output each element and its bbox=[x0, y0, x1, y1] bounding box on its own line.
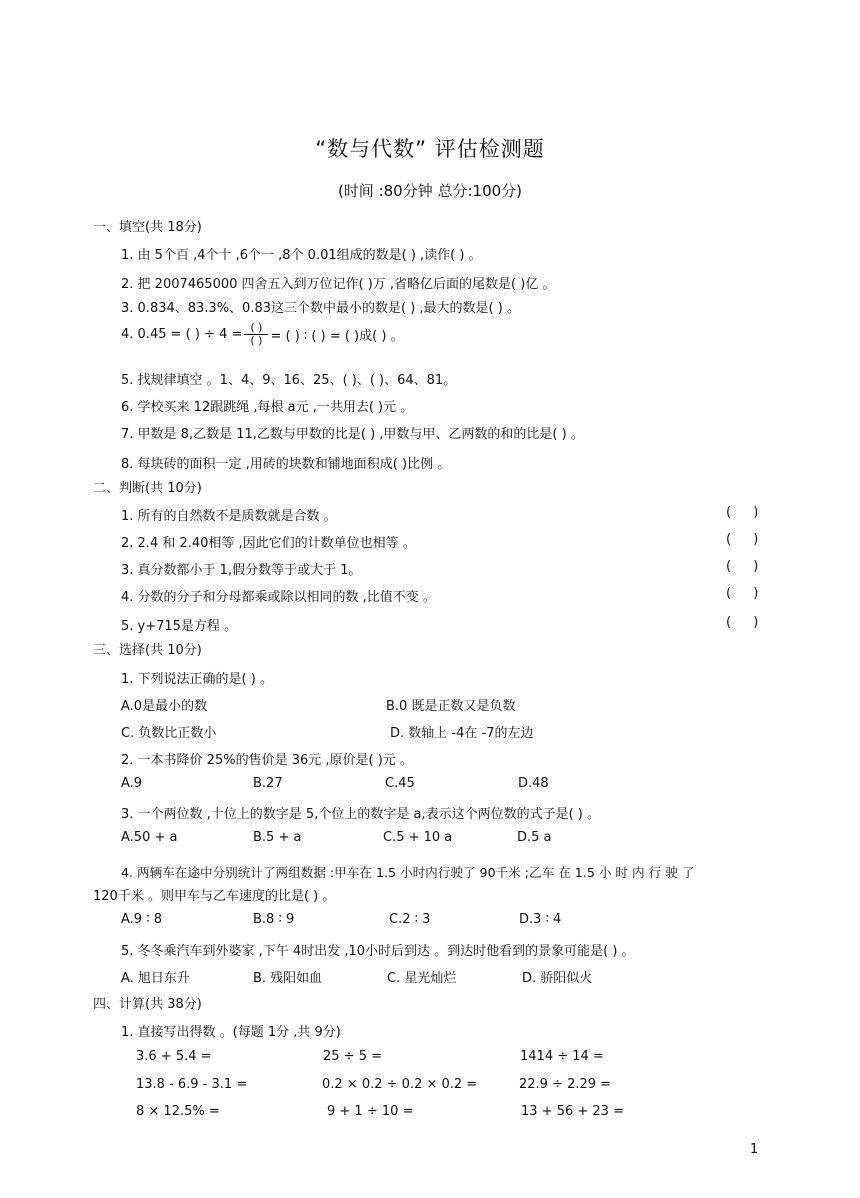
fill-question-2: 2. 把 2007465000 四舍五入到万位记作( )万 ,省略亿后面的尾数是( )亿 。 bbox=[121, 277, 556, 292]
fill-question-1: 1. 由 5个百 ,4个十 ,6个一 ,8个 0.01组成的数是( ) ,读作( ) 。 bbox=[121, 248, 482, 263]
choice-option: B.0 既是正数又是负数 bbox=[386, 699, 516, 714]
fraction-numerator: ( ) bbox=[244, 322, 268, 335]
calc-item: 25 ÷ 5 = bbox=[323, 1049, 382, 1064]
choice-question-1: 1. 下列说法正确的是( ) 。 bbox=[121, 672, 273, 687]
fill-question-6: 6. 学校买来 12跟跳绳 ,每根 a元 ,一共用去( )元 。 bbox=[121, 400, 414, 415]
judge-question-1: 1. 所有的自然数不是质数就是合数 。 bbox=[121, 509, 337, 524]
fill-question-4-right: = ( ) ∶ ( ) = ( )成( ) 。 bbox=[270, 329, 404, 344]
choice-option: A.0是最小的数 bbox=[121, 699, 208, 714]
fill-question-5: 5. 找规律填空 。1、4、9、16、25、( )、( )、64、81。 bbox=[121, 373, 457, 388]
choice-option: D.48 bbox=[518, 776, 549, 791]
page-number: 1 bbox=[750, 1142, 759, 1157]
choice-option: D. 数轴上 -4在 -7的左边 bbox=[390, 726, 534, 741]
choice-question-2: 2. 一本书降价 25%的售价是 36元 ,原价是( )元 。 bbox=[121, 753, 413, 768]
choice-option: B. 残阳如血 bbox=[253, 971, 323, 986]
choice-option: C.45 bbox=[385, 776, 415, 791]
choice-option: D.5 a bbox=[517, 830, 552, 845]
calc-item: 13.8 - 6.9 - 3.1 = bbox=[136, 1077, 248, 1092]
section-heading-choice: 三、选择(共 10分) bbox=[93, 643, 202, 658]
choice-option: C.5 + 10 a bbox=[383, 830, 453, 845]
section-heading-calc: 四、计算(共 38分) bbox=[93, 997, 202, 1012]
choice-option: C.2 ∶ 3 bbox=[389, 912, 431, 927]
choice-option: B.8 ∶ 9 bbox=[253, 912, 295, 927]
choice-option: C. 星光灿烂 bbox=[387, 971, 457, 986]
choice-option: A.9 bbox=[121, 776, 143, 791]
judge-question-3: 3. 真分数都小于 1,假分数等于或大于 1。 bbox=[121, 563, 362, 578]
calc-item: 0.2 × 0.2 ÷ 0.2 × 0.2 = bbox=[322, 1077, 478, 1092]
fraction-denominator: ( ) bbox=[250, 334, 263, 347]
choice-option: B.27 bbox=[253, 776, 283, 791]
page-title: “数与代数” 评估检测题 bbox=[315, 137, 545, 161]
judge-question-2: 2. 2.4 和 2.40相等 ,因此它们的计数单位也相等 。 bbox=[121, 536, 416, 551]
choice-option: B.5 + a bbox=[253, 830, 302, 845]
answer-paren: ( ) bbox=[726, 505, 759, 520]
fill-question-4-left: 4. 0.45 = ( ) ÷ 4 = bbox=[121, 327, 243, 342]
calc-question-1: 1. 直接写出得数 。(每题 1分 ,共 9分) bbox=[121, 1025, 341, 1040]
section-heading-fill: 一、填空(共 18分) bbox=[93, 220, 202, 235]
fill-question-8: 8. 每块砖的面积一定 ,用砖的块数和铺地面积成( )比例 。 bbox=[121, 457, 451, 472]
choice-question-3: 3. 一个两位数 ,十位上的数字是 5,个位上的数字是 a,表示这个两位数的式子是( ) 。 bbox=[121, 807, 600, 822]
fill-question-3: 3. 0.834、83.3%、0.83这三个数中最小的数是( ) ,最大的数是( ) 。 bbox=[121, 301, 520, 316]
calc-item: 22.9 ÷ 2.29 = bbox=[519, 1077, 612, 1092]
choice-option: A.50 + a bbox=[121, 830, 178, 845]
exam-info: (时间 :80分钟 总分:100分) bbox=[337, 182, 523, 200]
choice-option: D. 骄阳似火 bbox=[522, 971, 593, 986]
calc-item: 9 + 1 ÷ 10 = bbox=[327, 1104, 414, 1119]
choice-question-4: 4. 两辆车在途中分别统计了两组数据 :甲车在 1.5 小时内行驶了 90千米 ;乙车 在 1.5 小 时 内 行 驶 了 bbox=[121, 865, 695, 880]
calc-item: 1414 ÷ 14 = bbox=[520, 1049, 604, 1064]
answer-paren: ( ) bbox=[726, 615, 759, 630]
choice-question-4-cont: 120千米 。则甲车与乙车速度的比是( ) 。 bbox=[93, 889, 336, 904]
answer-paren: ( ) bbox=[726, 586, 759, 601]
fill-question-4 bbox=[121, 322, 404, 347]
choice-option: C. 负数比正数小 bbox=[121, 726, 217, 741]
answer-paren: ( ) bbox=[726, 532, 759, 547]
choice-option: A. 旭日东升 bbox=[121, 971, 190, 986]
fill-question-7: 7. 甲数是 8,乙数是 11,乙数与甲数的比是( ) ,甲数与甲、乙两数的和的比是( ) 。 bbox=[121, 427, 584, 442]
calc-item: 13 + 56 + 23 = bbox=[521, 1104, 624, 1119]
judge-question-5: 5. y+715是方程 。 bbox=[121, 619, 238, 634]
judge-question-4: 4. 分数的分子和分母都乘或除以相同的数 ,比值不变 。 bbox=[121, 590, 436, 605]
answer-paren: ( ) bbox=[726, 559, 759, 574]
choice-question-5: 5. 冬冬乘汽车到外婆家 ,下午 4时出发 ,10小时后到达 。到达时他看到的景象可能是( ) 。 bbox=[121, 944, 635, 959]
fraction-blank bbox=[244, 322, 268, 347]
calc-item: 3.6 + 5.4 = bbox=[136, 1049, 212, 1064]
calc-item: 8 × 12.5% = bbox=[136, 1104, 220, 1119]
choice-option: A.9 ∶ 8 bbox=[121, 912, 162, 927]
choice-option: D.3 ∶ 4 bbox=[519, 912, 562, 927]
section-heading-judge: 二、判断(共 10分) bbox=[93, 481, 202, 496]
